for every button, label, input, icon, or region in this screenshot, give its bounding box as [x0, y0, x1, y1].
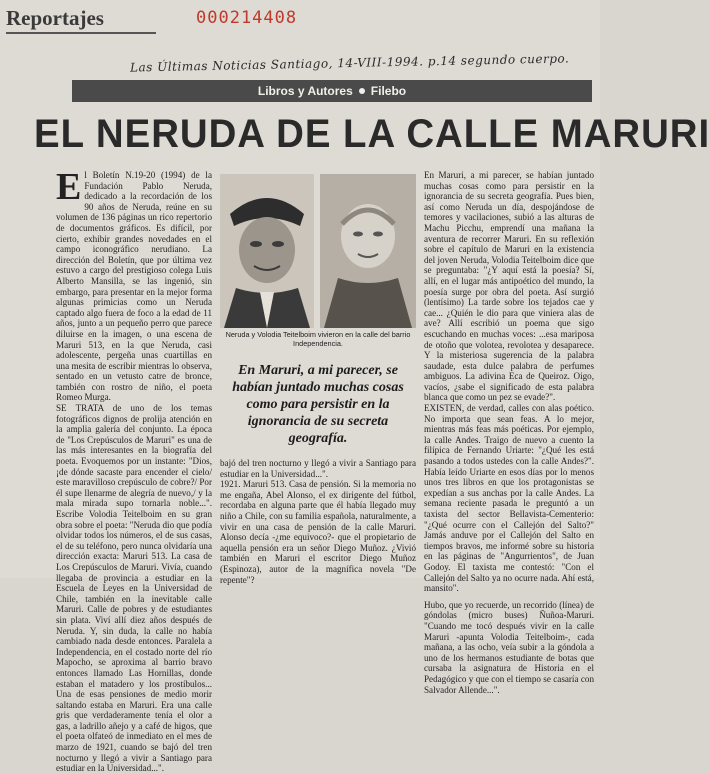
section-rule	[6, 32, 156, 34]
photo-pair	[220, 174, 416, 328]
portrait-teitelboim-image	[320, 174, 416, 328]
photo-caption: Neruda y Volodia Teitelboim vivieron en la calle del barrio Independencia.	[225, 330, 411, 348]
paragraph: En Maruri, a mi parecer, se habían juntado muchas cosas como para persistir en la ignorancia de su secreta geografía. Pues bien, así como Neruda un día, despojándose de temores y vacilaciones, subió a las alturas de Machu Picchu, emprendí una mañana la aventura de recorrer Maruri. En su reflexión sobre el capítulo de Maruri en la existencia del joven Neruda, Volodia Teitelboim dice que se preguntaba: "¿Y aquí está la poesía? Sí, allí, en el lugar más antipoético del mundo, la poesía surge por obra del poeta. Así surgió (lentísimo) La tarde sobre los tejados cae y cae... ¿Quién le dio para que viniera alas de ave? Allí escribió un poema que sigo escuchando en muchas voces: ...esa mariposa de otoño que volotea, revolotea y desaparece. Y la misteriosa sugerencia de la palabra saudade, esta dulce palabra de perfumes ambiguos. La adivina Eca de Queiroz. Oigo, vacíos, ¿sabe el significado de esta palabra blanca que como un pez se evade?".	[424, 170, 594, 403]
section-title: Reportajes	[6, 6, 104, 30]
paragraph: Hubo, que yo recuerde, un recorrido (línea) de góndolas (micro buses) Ñuñoa-Maruri. "Cuando me tocó después vivir en la calle Maruri -apunta Volodia Teitelboim-, cada mañana, a las ocho, veía subir a la góndola a uno de los hermanos estudiante de botas que cursaba la asignatura de Historia en el Pedagógico y que con el tiempo se casaría con Salvador Allende...".	[424, 599, 594, 695]
rubric-band	[72, 80, 592, 102]
handwritten-source-note: Las Últimas Noticias Santiago, 14-VIII-1994. p.14 segundo cuerpo.	[129, 51, 570, 75]
rubric-right: Filebo	[370, 84, 407, 98]
drop-cap: E	[56, 166, 82, 208]
paragraph: SE TRATA de uno de los temas fotográficos dignos de prolija atención en la amplia galería del conjunto. La época de "Los Crepúsculos de Maruri" es una de las más interesantes en la biografía del poeta. Evoquemos por un instante: "Dios, ¡de dónde sacaste para encender el cielo/ este maravilloso crepúsculo de cobre?/ Por él supe llenarme de alegría de nuevo,/ y la mala mirada supo tornarla noble...". Escribe Volodia Teitelboim en su gran obra sobre el poeta: "Neruda dio que podía olvidar todos los números, el de sus casas, el de su teléfono, pero nunca olvidaría una dirección exacta: Maruri 513. La casa de Los Crepúsculos de Maruri. Vivía, cuando llegaba de provincia a estudiar en la Escuela de Leyes en la Universidad de Chile, también en la inevitable calle Maruri. Calle de pobres y de estudiantes sin plata. Viví allí diez años después de Neruda. Y, sin duda, la calle no había cambiado nada desde entonces. Paralela a Independencia, en el costado norte del río Mapocho, se aproxima al barrio bravo entonces llamado Las Hornillas, donde estaban el matadero y los prostíbulos... Una de esas pensiones de medio morir saltando estaba en Maruri. Era una calle gris que verdaderamente tenía el olor a gas, a ladrillo añejo y a café de higos, que el poeta olfateó de inmediato en el mes de marzo de 1921, cuando se bajó del tren nocturno y llegó a vivir a Santiago para estudiar en la Universidad...".	[56, 403, 212, 774]
pull-quote: En Maruri, a mi parecer, se habían juntado muchas cosas como para persistir en la ignorancia de su secreta geografía.	[232, 363, 404, 446]
rubric-left: Libros y Autores	[257, 84, 353, 98]
bullet-dot-icon	[359, 88, 365, 94]
paragraph: bajó del tren nocturno y llegó a vivir a Santiago para estudiar en la Universidad...".	[220, 458, 416, 479]
paragraph: 1921. Maruri 513. Casa de pensión. Si la memoria no me engaña, Abel Alonso, el ex dirigente del fútbol, recordaba en alguna parte que él había llegado muy niño a Chile, con su familia española, naturalmente, a vivir en una casa de pensión de la calle Maruri. Alonso decía -¿me equivoco?- que el propietario de aquella pensión era un señor Diego Muñoz. ¿Vivió también en Maruri el escritor Diego Muñoz (Espinoza), autor de la magnífica novela "De repente"?	[220, 479, 416, 585]
portrait-neruda-image	[220, 174, 314, 328]
photo-teitelboim	[320, 174, 416, 328]
archive-stamp-number: 000214408	[196, 8, 298, 28]
article-column-2	[220, 458, 416, 585]
photo-neruda	[220, 174, 314, 328]
paragraph: l Boletín N.19-20 (1994) de la Fundación Pablo Neruda, dedicado a la recordación de los 90 años de Neruda, reúne en su volumen de 136 páginas un rico repertorio de documentos gráficos. Es difícil, por cierto, exhibir grandes novedades en el campo iconográfico nerudiano. La dirección del Boletín, que por última vez estuvo a cargo del prestigioso colega Luis Alberto Mansilla, se las ingenió, sin embargo, para presentar en la mejor forma algunas primicias como un Neruda captado algo fuera de foco a la edad de 11 años, junto a un pequeño perro que parece diluirse en la imagen, o una escena de Maruri 513, en la que Neruda, casi adolescente, pergeña unas cuartillas en una mesita de escribir mientras lo observa, sentado en un vetusto catre de bronce, también con rostro de niño, el poeta Romeo Murga.	[56, 170, 212, 403]
article-column-1	[56, 166, 212, 774]
article-headline: EL NERUDA DE LA CALLE MARURI	[34, 112, 710, 156]
paragraph: EXISTEN, de verdad, calles con alas poético. No importa que sean feas. A lo mejor, mientras más feas más poéticas. Por ejemplo, la calle Andes. Traigo de nuevo a cuento la filípica de Fernando Uriarte: "¿Qué les está pasando a todos ustedes con la calle Andes?". Había leído Uriarte en esos días por lo menos unos tres libros en que los protagonistas se expedían a sus anchas por la calle Andes. La semana reciente pasada le preguntó a un taxista del sector Bellavista-Cementerio: "¿Qué ocurre con el Callejón del Salto?" Jamás anduve por el Callejón del Salto en tiempos bravos, me informé sobre su historia en las páginas de "Angurrientos", de Juan Godoy. El taxista me contestó: "Con el Callejón del Salto ya no ocurre nada. Ahí está, mansito".	[424, 403, 594, 594]
article-column-3	[424, 170, 594, 695]
